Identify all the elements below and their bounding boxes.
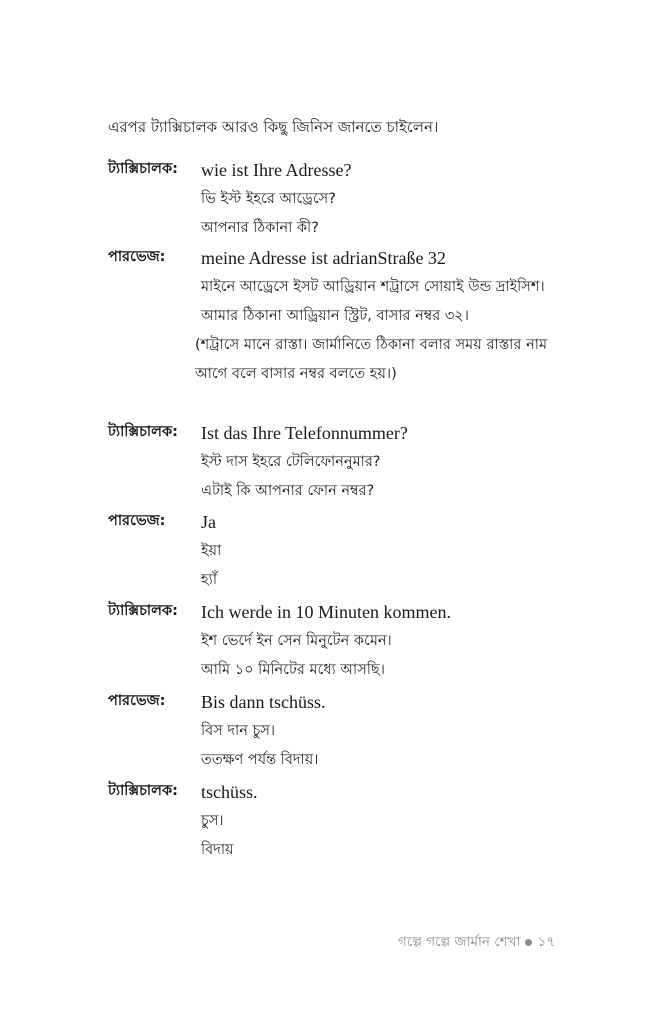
page-footer <box>380 931 555 954</box>
pronunciation: ইয়া <box>201 543 222 559</box>
explanatory-note: (শট্রাসে মানে রাস্তা। জার্মানিতে ঠিকানা বলার সময় রাস্তার নাম আগে বলে বাসার নম্বর বলতে হয়।) <box>195 337 547 382</box>
translation: বিদায় <box>201 842 234 858</box>
translation: আমি ১০ মিনিটের মধ্যে আসছি। <box>201 662 385 678</box>
german-sentence: Ich werde in 10 Minuten kommen. <box>201 602 451 622</box>
speaker-label: পারভেজ: <box>108 249 166 265</box>
translation: আপনার ঠিকানা কী? <box>201 220 319 236</box>
german-sentence: Ist das Ihre Telefonnummer? <box>201 423 408 443</box>
german-sentence: Ja <box>201 512 216 532</box>
dialogue-lines <box>201 688 547 775</box>
dialogue-lines <box>201 778 547 865</box>
dialogue-lines <box>201 156 547 243</box>
speaker-label: পারভেজ: <box>108 693 166 709</box>
german-sentence: tschüss. <box>201 782 258 802</box>
german-sentence: Bis dann tschüss. <box>201 692 326 712</box>
pronunciation: বিস দান চুস। <box>201 723 276 739</box>
page-number: ১৭ <box>537 934 555 950</box>
translation: এটাই কি আপনার ফোন নম্বর? <box>201 483 375 499</box>
pronunciation: চুস। <box>201 813 224 829</box>
speaker-label: পারভেজ: <box>108 513 166 529</box>
dialogue-lines <box>195 244 547 389</box>
german-sentence: meine Adresse ist adrianStraße 32 <box>201 248 446 268</box>
speaker-label: ট্যাক্সিচালক: <box>108 603 178 619</box>
pronunciation: ইশ ভের্দে ইন সেন মিনুটেন কমেন। <box>201 633 392 649</box>
dialogue-lines <box>201 508 547 595</box>
pronunciation: মাইনে আড্রেসে ইসট আড্রিয়ান শট্রাসে সোয়াই উন্ড দ্রাইসিশ। <box>201 279 545 295</box>
speaker-label: ট্যাক্সিচালক: <box>108 783 178 799</box>
dialogue-lines <box>201 598 547 685</box>
translation: হ্যাঁ <box>201 572 218 588</box>
intro-paragraph: এরপর ট্যাক্সিচালক আরও কিছু জিনিস জানতে চাইলেন। <box>108 118 439 136</box>
translation: ততক্ষণ পর্যন্ত বিদায়। <box>201 752 319 768</box>
german-sentence: wie ist Ihre Adresse? <box>201 160 352 180</box>
book-title: গল্পে গল্পে জার্মান শেখা <box>398 934 521 950</box>
translation: আমার ঠিকানা আড্রিয়ান স্ট্রিট, বাসার নম্বর ৩২। <box>201 308 469 324</box>
speaker-label: ট্যাক্সিচালক: <box>108 424 178 440</box>
bullet-dot-icon <box>525 939 532 946</box>
dialogue-lines <box>201 419 547 506</box>
pronunciation: ইস্ট দাস ইহরে টেলিফোননুমার? <box>201 454 381 470</box>
pronunciation: ভি ইস্ট ইহরে আড্রেসে? <box>201 191 336 207</box>
speaker-label: ট্যাক্সিচালক: <box>108 161 178 177</box>
